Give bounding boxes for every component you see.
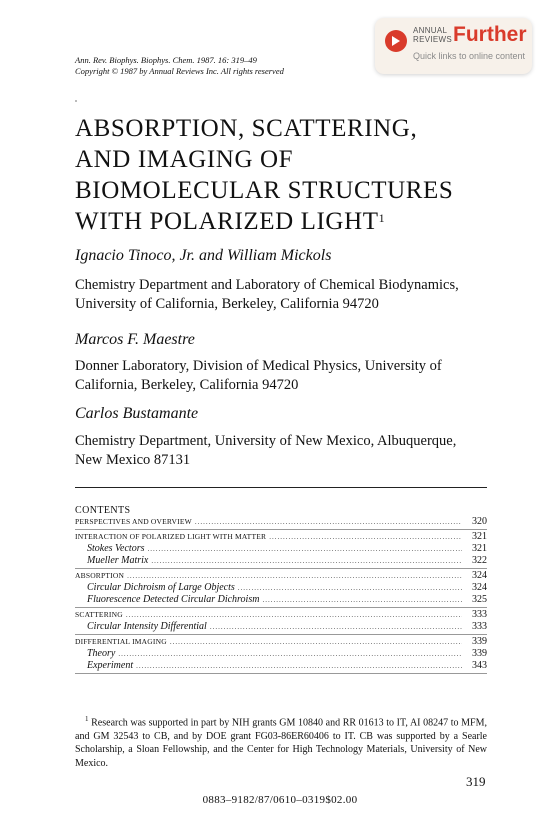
title-footnote-mark: 1 (378, 211, 386, 225)
toc-leader-dots (269, 533, 462, 541)
toc-leader-dots (148, 545, 463, 553)
toc-entry-page: 322 (472, 555, 487, 566)
toc-subentry[interactable] (75, 621, 487, 633)
toc-entry-page: 324 (472, 582, 487, 593)
toc-subentry[interactable] (75, 648, 487, 660)
toc-subentry[interactable] (75, 555, 487, 567)
toc-entry-label: Stokes Vectors (87, 543, 145, 554)
toc-entry[interactable] (75, 516, 487, 528)
toc-entry-label: Mueller Matrix (87, 555, 149, 566)
footnote-text: Research was supported in part by NIH grants GM 10840 and RR 01613 to IT, AI 08247 to MFM, and GM 32543 to CB, and by DOE grant FG03-86ER60406 to IT. CB was supported by a Searle Scholarship, a Sloan Fellowship, and the Center for High Technology Materials, University of New Mexico. (75, 717, 487, 769)
contents-heading: CONTENTS (75, 505, 131, 516)
contents-divider (75, 487, 487, 488)
toc-entry[interactable] (75, 570, 487, 582)
toc-entry-label: DIFFERENTIAL IMAGING (75, 637, 167, 646)
toc-entry-page: 324 (472, 570, 487, 581)
toc-entry-page: 321 (472, 531, 487, 542)
toc-entry-page: 321 (472, 543, 487, 554)
scan-speck (75, 100, 77, 102)
toc-entry-page: 333 (472, 609, 487, 620)
toc-leader-dots (170, 638, 462, 646)
toc-leader-dots (210, 623, 462, 631)
toc-entry[interactable] (75, 531, 487, 543)
toc-section (75, 516, 487, 530)
footnote-mark: 1 (85, 715, 89, 723)
toc-entry-page: 343 (472, 660, 487, 671)
toc-entry-page: 320 (472, 516, 487, 527)
toc-entry-label: Theory (87, 648, 116, 659)
toc-section (75, 609, 487, 635)
toc-entry-label: ABSORPTION (75, 571, 125, 580)
toc-entry[interactable] (75, 636, 487, 648)
further-logo-icon (385, 30, 407, 52)
toc-entry-label: INTERACTION OF POLARIZED LIGHT WITH MATTER (75, 532, 267, 541)
further-links-badge[interactable] (375, 18, 532, 74)
toc-section (75, 636, 487, 674)
toc-section (75, 531, 487, 569)
toc-subentry[interactable] (75, 582, 487, 594)
affiliation-1: Chemistry Department and Laboratory of Chemical Biodynamics, University of California, Berkeley, California 94720 (75, 277, 459, 312)
journal-citation (75, 55, 284, 77)
toc-entry-page: 339 (472, 636, 487, 647)
toc-entry-page: 333 (472, 621, 487, 632)
funding-footnote (75, 713, 487, 770)
toc-entry-page: 325 (472, 594, 487, 605)
toc-subentry[interactable] (75, 660, 487, 672)
toc-leader-dots (127, 572, 462, 580)
toc-leader-dots (118, 650, 462, 658)
issn-price-line: 0883–9182/87/0610–0319$02.00 (202, 794, 358, 806)
citation-line-2: Copyright © 1987 by Annual Reviews Inc. All rights reserved (75, 66, 284, 76)
toc-leader-dots (238, 584, 462, 592)
affiliation-3: Chemistry Department, University of New Mexico, Albuquerque, New Mexico 87131 (75, 433, 457, 468)
affiliation-2: Donner Laboratory, Division of Medical Physics, University of California, Berkeley, California 94720 (75, 358, 442, 393)
toc-leader-dots (136, 662, 462, 670)
toc-entry-label: SCATTERING (75, 610, 123, 619)
toc-entry-label: Fluorescence Detected Circular Dichroism (87, 594, 260, 605)
toc-entry-label: Experiment (87, 660, 134, 671)
toc-leader-dots (126, 611, 462, 619)
author-group-3: Carlos Bustamante (75, 405, 199, 422)
toc-leader-dots (195, 518, 462, 526)
page-number: 319 (466, 774, 486, 789)
toc-section (75, 570, 487, 608)
author-group-1: Ignacio Tinoco, Jr. and William Mickols (75, 247, 332, 264)
badge-further-label: Further (453, 23, 527, 46)
citation-line-1: Ann. Rev. Biophys. Biophys. Chem. 1987. 16: 319–49 (75, 55, 257, 65)
author-group-2: Marcos F. Maestre (75, 331, 195, 348)
toc-entry[interactable] (75, 609, 487, 621)
toc-leader-dots (151, 557, 462, 565)
toc-subentry[interactable] (75, 543, 487, 555)
toc-entry-label: Circular Intensity Differential (87, 621, 207, 632)
badge-subtitle: Quick links to online content (413, 51, 526, 61)
toc-subentry[interactable] (75, 594, 487, 606)
toc-entry-label: PERSPECTIVES AND OVERVIEW (75, 517, 192, 526)
toc-entry-page: 339 (472, 648, 487, 659)
badge-publisher-label: ANNUAL REVIEWS (413, 26, 452, 44)
table-of-contents (75, 516, 487, 675)
toc-leader-dots (262, 596, 462, 604)
article-title: ABSORPTION, SCATTERING, AND IMAGING OF BIOMOLECULAR STRUCTURES WITH POLARIZED LIGHT$^1$ (75, 115, 454, 235)
toc-entry-label: Circular Dichroism of Large Objects (87, 582, 235, 593)
